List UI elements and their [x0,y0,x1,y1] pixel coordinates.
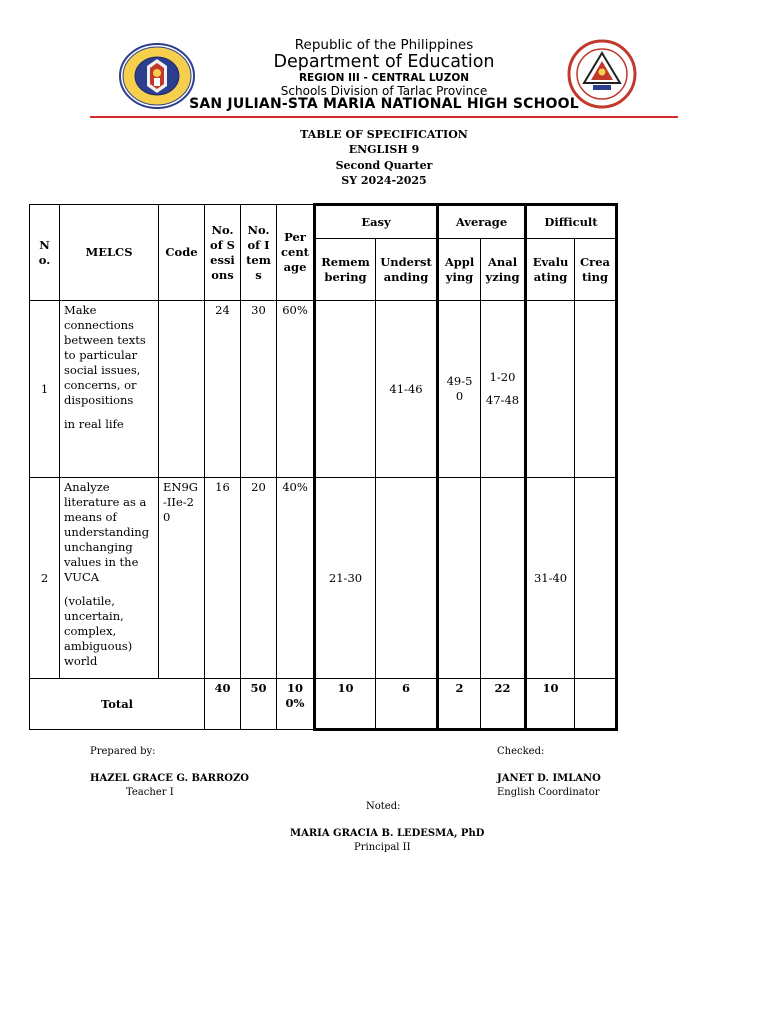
row-creating [575,301,617,478]
doc-title: TABLE OF SPECIFICATION [300,128,468,141]
table-row [30,478,617,679]
row-analyzing [481,301,526,478]
header-percentage: Percentage [277,205,315,301]
header-understanding: Understanding [376,239,438,301]
total-items: 50 [241,679,277,730]
specification-table [29,203,618,731]
melc-text: Make connections between texts to particular social issues, concerns, or dispositions [64,303,146,407]
total-understanding: 6 [376,679,438,730]
checked-label: Checked: [497,746,545,757]
header-region: REGION III - CENTRAL LUZON [298,72,470,84]
header-department: Department of Education [273,52,495,72]
melc-extra: (volatile, uncertain, complex, ambiguous) world [64,594,133,668]
checked-name: JANET D. IMLANO [497,773,601,784]
total-label: Total [30,679,205,730]
header-republic: Republic of the Philippines [294,37,474,53]
header-sessions: No. of Sessions [205,205,241,301]
header-difficult: Difficult [526,205,617,239]
header-easy: Easy [315,205,438,239]
header-applying: Applying [438,239,481,301]
header-divider [90,116,678,118]
row-code [159,301,205,478]
row-number: 2 [30,478,60,679]
row-evaluating: 31-40 [526,478,575,679]
noted-label: Noted: [366,801,401,812]
header-creating: Creating [575,239,617,301]
prepared-name: HAZEL GRACE G. BARROZO [90,773,250,784]
noted-role: Principal II [354,842,411,853]
header-average: Average [438,205,526,239]
header-remembering: Remembering [315,239,376,301]
table-row [30,301,617,478]
header-items: No. of Items [241,205,277,301]
prepared-role: Teacher I [126,787,174,798]
total-applying: 2 [438,679,481,730]
row-items: 30 [241,301,277,478]
analyzing-range-1: 1-20 [489,370,516,384]
total-creating [575,679,617,730]
row-evaluating [526,301,575,478]
doc-quarter: Second Quarter [335,159,433,172]
noted-name: MARIA GRACIA B. LEDESMA, PhD [290,828,485,839]
prepared-label: Prepared by: [90,746,156,757]
row-understanding: 41-46 [376,301,438,478]
row-percentage: 60% [277,301,315,478]
row-code: EN9G-IIe-20 [159,478,205,679]
row-applying [438,478,481,679]
total-sessions: 40 [205,679,241,730]
row-applying: 49-50 [438,301,481,478]
row-number: 1 [30,301,60,478]
total-remembering: 10 [315,679,376,730]
header-division: Schools Division of Tarlac Province [280,84,488,98]
row-melc [60,301,159,478]
melc-extra: in real life [64,417,124,431]
table-total-row [30,679,617,730]
row-creating [575,478,617,679]
row-understanding [376,478,438,679]
doc-school-year: SY 2024-2025 [341,174,427,187]
header-analyzing: Analyzing [481,239,526,301]
total-percentage: 100% [277,679,315,730]
melc-text: Analyze literature as a means of understanding unchanging values in the VUCA [64,480,150,584]
total-evaluating: 10 [526,679,575,730]
row-remembering: 21-30 [315,478,376,679]
header-melcs: MELCS [60,205,159,301]
table-header-row [30,205,617,239]
row-percentage: 40% [277,478,315,679]
row-sessions: 24 [205,301,241,478]
header-evaluating: Evaluating [526,239,575,301]
checked-role: English Coordinator [497,787,600,798]
analyzing-range-2: 47-48 [485,393,520,407]
total-analyzing: 22 [481,679,526,730]
header-code: Code [159,205,205,301]
row-remembering [315,301,376,478]
doc-subject: ENGLISH 9 [348,143,420,156]
header-school-name: SAN JULIAN-STA MARIA NATIONAL HIGH SCHOOL [189,96,579,112]
row-melc [60,478,159,679]
header-no: No. [30,205,60,301]
row-analyzing [481,478,526,679]
row-sessions: 16 [205,478,241,679]
row-items: 20 [241,478,277,679]
